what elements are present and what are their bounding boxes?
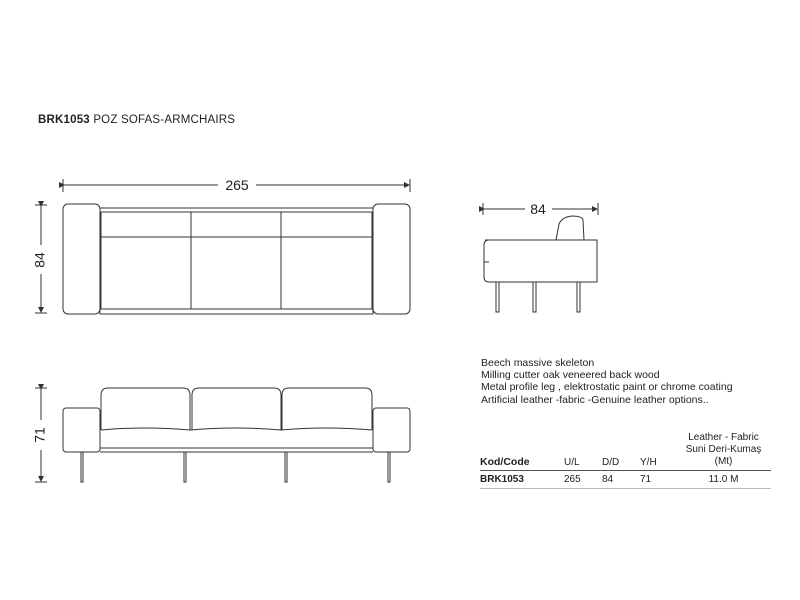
side-back-cushion: [556, 216, 584, 240]
top-width-label: 265: [225, 177, 249, 193]
front-leg-3: [285, 452, 287, 482]
front-leg-1: [81, 452, 83, 482]
row-code: BRK1053: [480, 474, 524, 485]
side-leg-3: [577, 282, 580, 312]
front-back-cushion-1: [101, 388, 190, 430]
spec-table: [480, 432, 771, 489]
top-depth-label: 84: [31, 252, 48, 268]
col-code-header: Kod/Code: [480, 456, 530, 468]
front-height-label: 71: [31, 427, 48, 443]
bottom-rule: [480, 488, 771, 489]
feature-item: Metal profile leg , elektrostatic paint or chrome coating: [481, 381, 733, 394]
product-name: POZ SOFAS-ARMCHAIRS: [93, 114, 236, 126]
front-back-cushion-2: [192, 388, 281, 430]
side-leg-1: [496, 282, 499, 312]
top-right-arm: [373, 204, 410, 314]
top-cushion-3: [281, 212, 372, 309]
fabric-header-line2: Suni Deri-Kumaş (Mt): [685, 444, 762, 467]
front-seat-line: [101, 428, 372, 430]
feature-item: Milling cutter oak veneered back wood: [481, 369, 660, 382]
top-cushion-1: [101, 212, 191, 309]
side-body: [484, 240, 597, 282]
side-view: [483, 203, 598, 312]
fabric-header-line1: Leather - Fabric: [688, 432, 759, 443]
top-back-strip: [100, 208, 373, 212]
side-depth-label: 84: [530, 201, 546, 217]
row-yh: 71: [640, 474, 652, 485]
col-dd-header: D/D: [602, 457, 620, 468]
col-ul-header: U/L: [564, 457, 580, 468]
product-code: BRK1053: [38, 114, 90, 126]
row-ul: 265: [564, 474, 581, 485]
front-leg-4: [388, 452, 390, 482]
row-dd: 84: [602, 474, 614, 485]
front-back-cushion-3: [282, 388, 372, 430]
spec-header-row: [480, 432, 771, 470]
front-leg-2: [184, 452, 186, 482]
side-leg-2: [533, 282, 536, 312]
top-left-arm: [63, 204, 100, 314]
front-right-arm: [373, 408, 410, 452]
col-yh-header: Y/H: [640, 457, 657, 468]
feature-list: [481, 357, 733, 406]
table-row: [480, 471, 771, 488]
feature-item: Beech massive skeleton: [481, 357, 595, 369]
top-cushion-2: [191, 212, 281, 309]
feature-item: Artificial leather -fabric -Genuine leather options..: [481, 393, 709, 406]
top-front-strip: [100, 309, 373, 314]
front-view: [35, 388, 410, 482]
front-left-arm: [63, 408, 100, 452]
top-view: [35, 179, 410, 314]
row-fabric: 11.0 M: [708, 474, 739, 485]
col-fabric-header: [676, 432, 771, 470]
